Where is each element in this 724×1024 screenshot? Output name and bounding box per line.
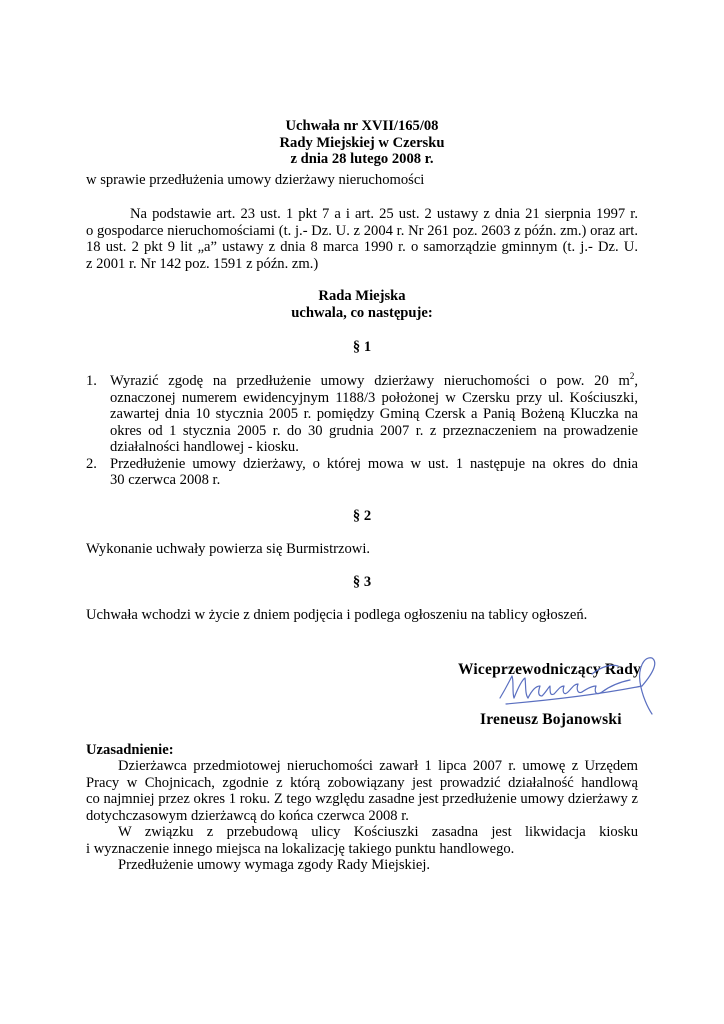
- list-item: [86, 373, 638, 456]
- council-resolves: uchwala, co następuje:: [291, 304, 433, 321]
- justification-line: Pracy w Chojnicach, zgodnie z którą zobowiązany jest prowadzić działalność handlową: [86, 774, 638, 791]
- list-item-line: okres od 1 stycznia 2005 r. do 30 grudnia 2007 r. z przeznaczeniem na prowadzenie: [110, 422, 638, 439]
- legal-basis-line: Na podstawie art. 23 ust. 1 pkt 7 a i art. 25 ust. 2 ustawy z dnia 21 sierpnia 1997 r.: [130, 206, 638, 222]
- justification-body: [86, 758, 638, 874]
- section-3-text: Uchwała wchodzi w życie z dniem podjęcia i podlega ogłoszeniu na tablicy ogłoszeń.: [86, 607, 588, 623]
- resolution-number: Uchwała nr XVII/165/08: [285, 118, 439, 134]
- section-2-heading: § 2: [352, 508, 372, 524]
- list-item-line: Przedłużenie umowy dzierżawy, o której mowa w ust. 1 następuje na okres do dnia: [110, 455, 638, 472]
- legal-basis-line: z 2001 r. Nr 142 poz. 1591 z późn. zm.): [86, 255, 319, 272]
- section-3-heading: § 3: [352, 574, 372, 590]
- list-item-line: zawartej dnia 10 stycznia 2005 r. pomiędzy Gminą Czersk a Panią Bożeną Kluczka na: [110, 406, 638, 422]
- list-item-number: 1.: [86, 373, 97, 389]
- justification-line: Dzierżawca przedmiotowej nieruchomości zawarł 1 lipca 2007 r. umowę z Urzędem: [118, 758, 638, 774]
- section-1-heading: § 1: [352, 339, 372, 355]
- council-name: Rada Miejska: [318, 288, 406, 304]
- list-item-line: działalności handlowej - kiosku.: [110, 439, 299, 455]
- list-item-line: Wyrazić zgodę na przedłużenie umowy dzierżawy nieruchomości o pow. 20 $m^2$,: [110, 371, 638, 389]
- list-item-line: 30 czerwca 2008 r.: [110, 472, 221, 488]
- legal-basis-line: 18 ust. 2 pkt 9 lit „a” ustawy z dnia 8 marca 1990 r. o samorządzie gminnym (t. j.- Dz. U.: [86, 239, 638, 255]
- resolution-date: z dnia 28 lutego 2008 r.: [290, 151, 434, 167]
- justification-line: co najmniej przez okres 1 roku. Z tego względu zasadne jest przedłużenie umowy dzierżawy z: [86, 791, 638, 807]
- council-statement: [86, 288, 638, 321]
- list-item-line: oznaczonej numerem ewidencyjnym 1188/3 położonej w Czersku przy ul. Kościuszki,: [110, 389, 638, 406]
- justification-line: Przedłużenie umowy wymaga zgody Rady Miejskiej.: [118, 857, 431, 873]
- list-item: [86, 456, 638, 489]
- justification-line: W związku z przebudową ulicy Kościuszki zasadna jest likwidacja kiosku: [118, 824, 638, 840]
- justification-line: dotychczasowym dzierżawcą do końca czerwca 2008 r.: [86, 807, 409, 824]
- justification-line: i wyznaczenie innego miejsca na lokalizację takiego punktu handlowego.: [86, 840, 515, 857]
- signer-role: Wiceprzewodniczący Rady: [458, 661, 641, 678]
- resolution-header: [86, 118, 638, 168]
- signer-name: Ireneusz Bojanowski: [480, 711, 622, 728]
- section-1-list: [86, 373, 638, 489]
- section-2-text: Wykonanie uchwały powierza się Burmistrzowi.: [86, 541, 371, 557]
- resolution-subject: w sprawie przedłużenia umowy dzierżawy nieruchomości: [86, 172, 425, 188]
- list-item-number: 2.: [86, 455, 97, 472]
- legal-basis: [86, 206, 638, 272]
- justification-title: Uzasadnienie:: [86, 742, 174, 758]
- legal-basis-line: o gospodarce nieruchomościami (t. j.- Dz. U. z 2004 r. Nr 261 poz. 2603 z późn. zm.) oraz art.: [86, 222, 638, 239]
- resolution-council: Rady Miejskiej w Czersku: [279, 134, 445, 151]
